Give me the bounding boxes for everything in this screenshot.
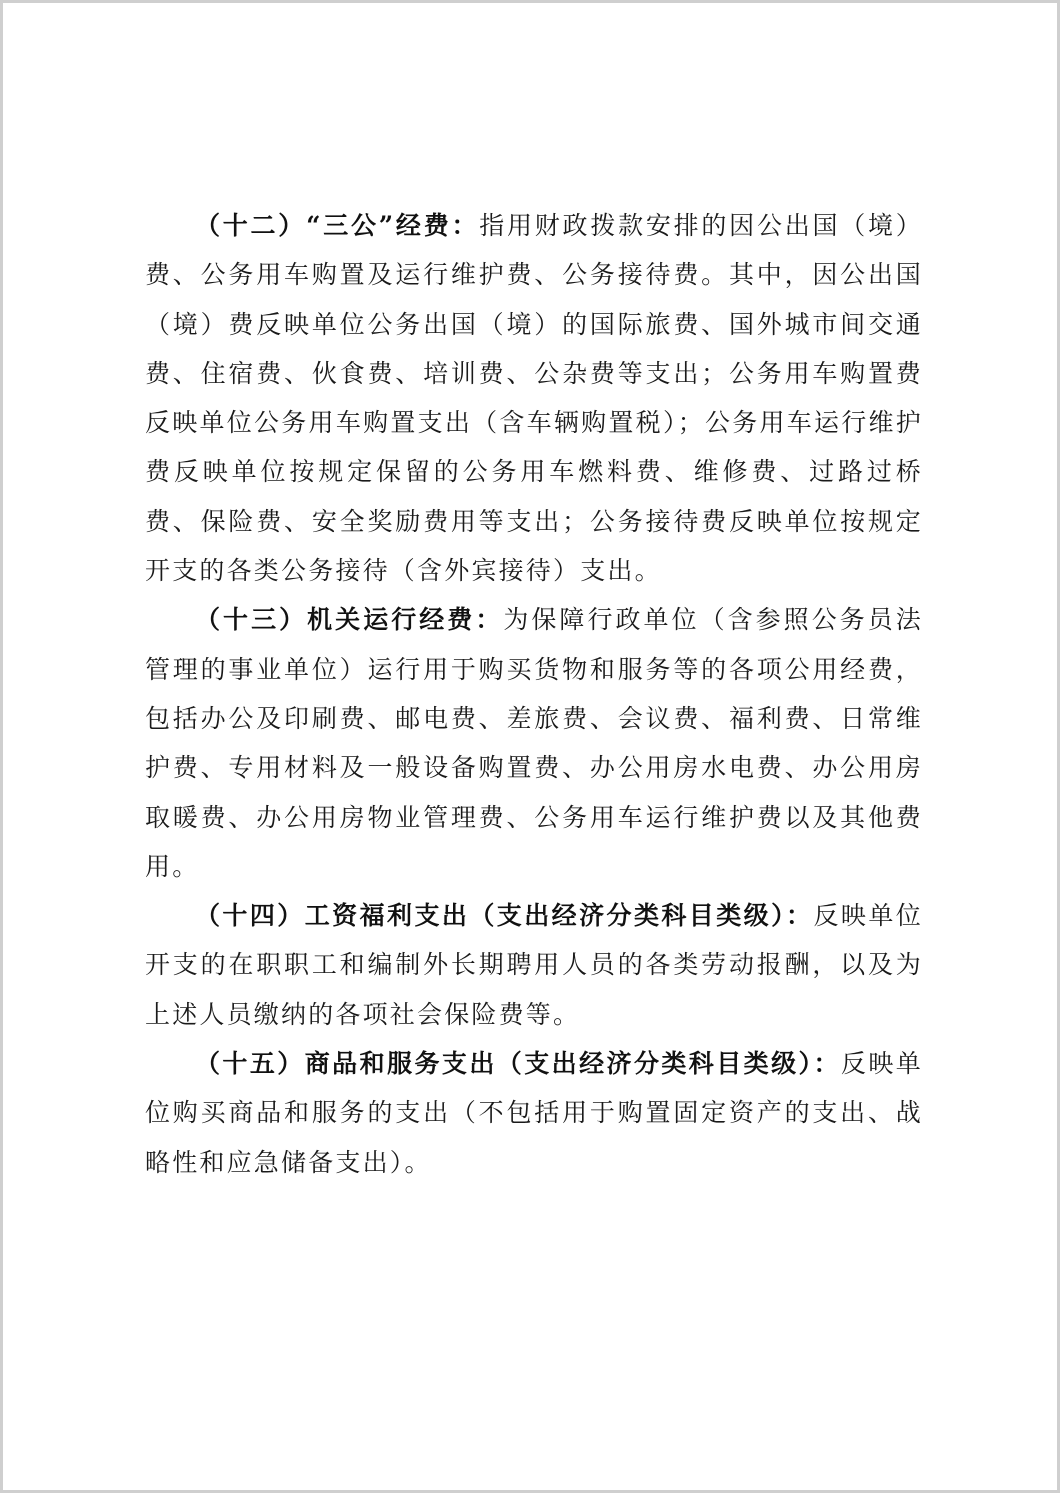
document-body [145, 201, 923, 1187]
paragraph-text: 反映单位开支的在职职工和编制外长期聘用人员的各类劳动报酬，以及为上述人员缴纳的各项社会保险费等。 [145, 901, 923, 1029]
paragraph-san-gong-funds [145, 201, 923, 595]
term-heading: （十二）“三公”经费： [195, 211, 480, 240]
paragraph-text: 反映单位购买商品和服务的支出（不包括用于购置固定资产的支出、战略性和应急储备支出）。 [145, 1049, 923, 1177]
paragraph-text: 为保障行政单位（含参照公务员法管理的事业单位）运行用于购买货物和服务等的各项公用经费，包括办公及印刷费、邮电费、差旅费、会议费、福利费、日常维护费、专用材料及一般设备购置费、办公用房水电费、办公用房取暖费、办公用房物业管理费、公务用车运行维护费以及其他费用。 [145, 605, 923, 881]
term-heading: （十四）工资福利支出（支出经济分类科目类级）： [195, 901, 814, 931]
term-heading: （十三）机关运行经费： [195, 605, 504, 635]
paragraph-wages-benefits [145, 891, 923, 1039]
paragraph-agency-operating-funds [145, 595, 923, 891]
paragraph-goods-services [145, 1039, 923, 1187]
term-heading: （十五）商品和服务支出（支出经济分类科目类级）： [195, 1049, 841, 1079]
paragraph-text: 指用财政拨款安排的因公出国（境）费、公务用车购置及运行维护费、公务接待费。其中，因公出国（境）费反映单位公务出国（境）的国际旅费、国外城市间交通费、住宿费、伙食费、培训费、公杂费等支出；公务用车购置费反映单位公务用车购置支出（含车辆购置税）；公务用车运行维护费反映单位按规定保留的公务用车燃料费、维修费、过路过桥费、保险费、安全奖励费用等支出；公务接待费反映单位按规定开支的各类公务接待（含外宾接待）支出。 [145, 211, 923, 586]
